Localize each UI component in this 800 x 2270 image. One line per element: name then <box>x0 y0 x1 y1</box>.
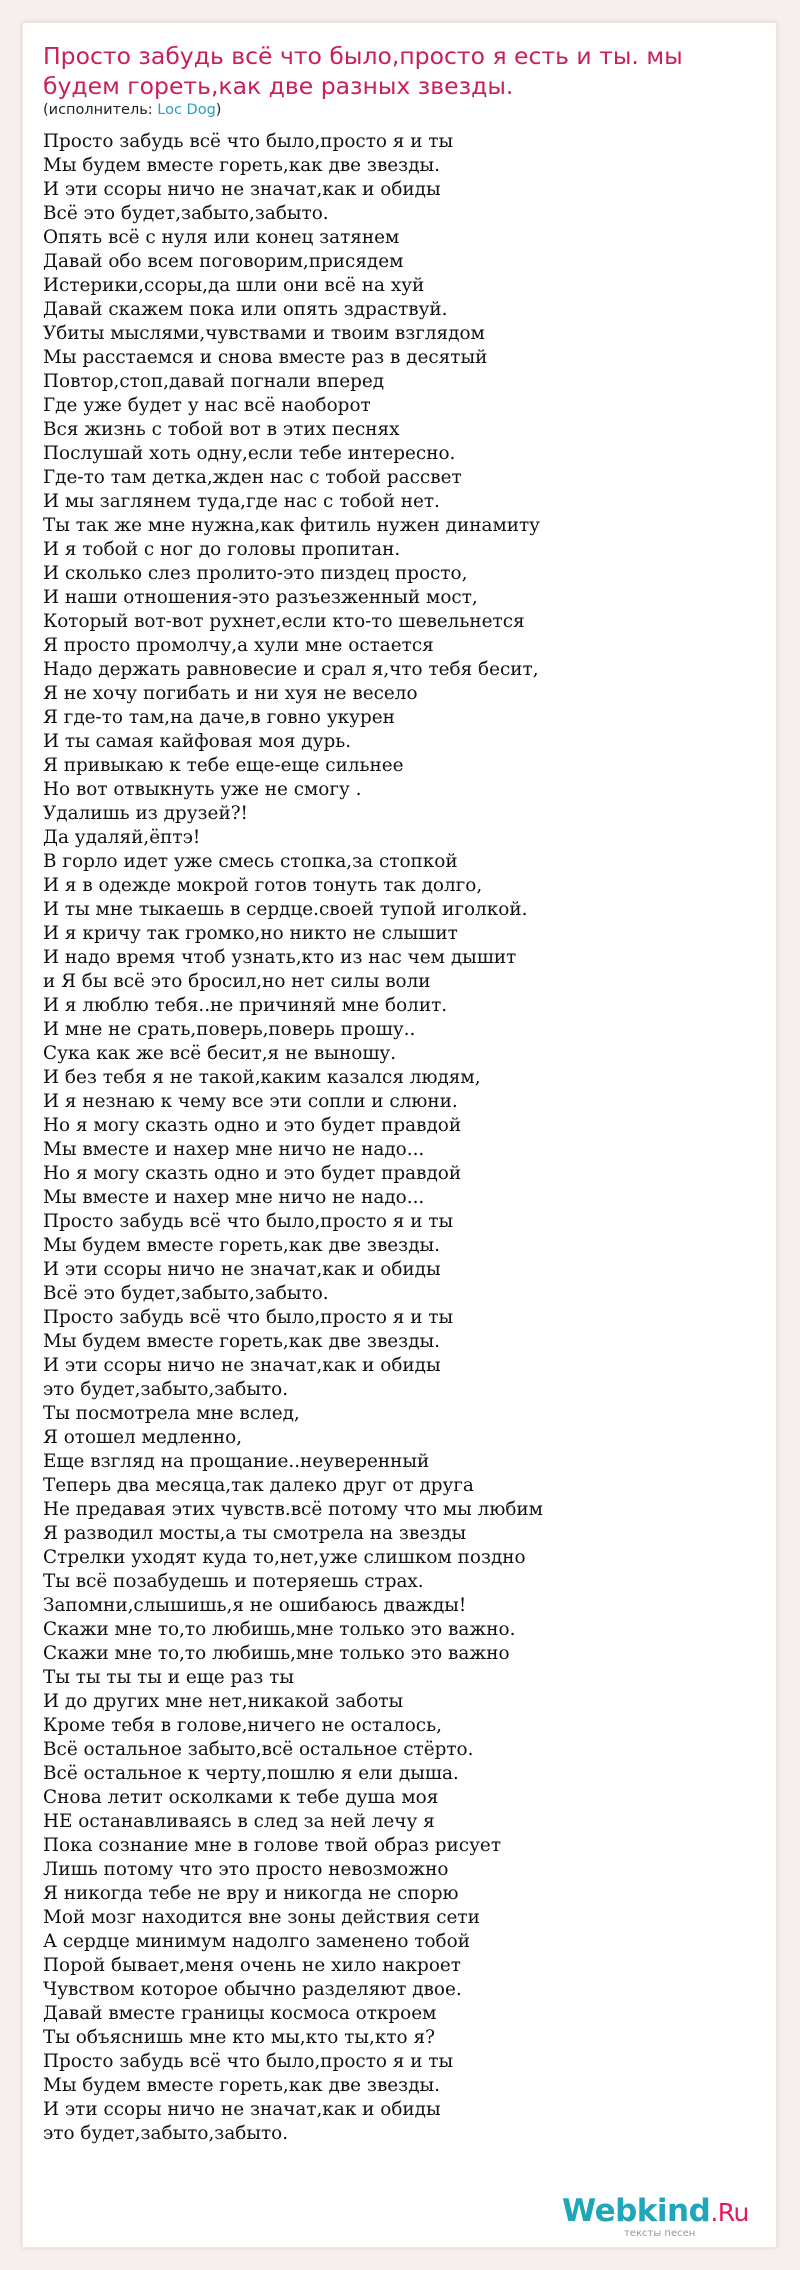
lyric-line: Кроме тебя в голове,ничего не осталось, <box>43 1715 442 1736</box>
lyric-line: Где-то там детка,жден нас с тобой рассвет <box>43 467 462 488</box>
lyric-line: И эти ссоры ничо не значат,как и обиды <box>43 179 441 200</box>
lyric-line: И я незнаю к чему все эти сопли и слюни. <box>43 1091 458 1112</box>
lyric-line: И сколько слез пролито-это пиздец просто, <box>43 563 468 584</box>
lyric-line: Мы будем вместе гореть,как две звезды. <box>43 155 441 176</box>
lyric-line: И до других мне нет,никакой заботы <box>43 1691 404 1712</box>
lyric-line: и Я бы всё это бросил,но нет силы воли <box>43 971 431 992</box>
lyric-line: И без тебя я не такой,каким казался людям, <box>43 1067 481 1088</box>
page-title: Просто забудь всё что было,просто я есть и ты. мы будем гореть,как две разных звезды. <box>43 42 683 100</box>
lyric-line: Не предавая этих чувств.всё потому что мы любим <box>43 1499 543 1520</box>
artist-line <box>43 101 221 119</box>
lyric-line: И я кричу так громко,но никто не слышит <box>43 923 458 944</box>
lyric-line: Сука как же всё бесит,я не выношу. <box>43 1043 397 1064</box>
lyrics-text <box>43 130 743 2146</box>
lyric-line: Порой бывает,меня очень не хило накроет <box>43 1955 461 1976</box>
lyric-line: И надо время чтоб узнать,кто из нас чем дышит <box>43 947 517 968</box>
lyric-line: Удалишь из друзей?! <box>43 803 248 824</box>
lyric-line: И эти ссоры ничо не значат,как и обиды <box>43 1259 441 1280</box>
lyric-line: Пока сознание мне в голове твой образ рисует <box>43 1835 501 1856</box>
lyric-line: это будет,забыто,забыто. <box>43 2123 289 2144</box>
lyric-line: Опять всё с нуля или конец затянем <box>43 227 400 248</box>
lyric-line: Просто забудь всё что было,просто я и ты <box>43 2051 454 2072</box>
lyric-line: Скажи мне то,то любишь,мне только это важно. <box>43 1619 516 1640</box>
lyric-line: Чувством которое обычно разделяют двое. <box>43 1979 462 2000</box>
lyric-line: И я тобой с ног до головы пропитан. <box>43 539 401 560</box>
lyric-line: Ты посмотрела мне вслед, <box>43 1403 300 1424</box>
lyric-line: Мы расстаемся и снова вместе раз в десятый <box>43 347 488 368</box>
lyric-line: Вся жизнь с тобой вот в этих песнях <box>43 419 400 440</box>
logo-tagline: тексты песен <box>624 2228 696 2239</box>
lyric-line: Я разводил мосты,а ты смотрела на звезды <box>43 1523 467 1544</box>
lyric-line: Я просто промолчу,а хули мне остается <box>43 635 434 656</box>
lyric-line: И эти ссоры ничо не значат,как и обиды <box>43 2099 441 2120</box>
lyric-line: Снова летит осколками к тебе душа моя <box>43 1787 439 1808</box>
lyric-line: Послушай хоть одну,если тебе интересно. <box>43 443 456 464</box>
lyric-line: Всё остальное к черту,пошлю я ели дыша. <box>43 1763 459 1784</box>
lyric-line: Всё это будет,забыто,забыто. <box>43 203 329 224</box>
lyric-line: И эти ссоры ничо не значат,как и обиды <box>43 1355 441 1376</box>
lyric-line: В горло идет уже смесь стопка,за стопкой <box>43 851 458 872</box>
lyric-line: Еще взгляд на прощание..неуверенный <box>43 1451 430 1472</box>
lyric-line: Я отошел медленно, <box>43 1427 243 1448</box>
lyric-line: И я в одежде мокрой готов тонуть так долго, <box>43 875 483 896</box>
lyric-line: Ты ты ты ты и еще раз ты <box>43 1667 294 1688</box>
lyric-line: Давай скажем пока или опять здраствуй. <box>43 299 448 320</box>
lyric-line: Я никогда тебе не вру и никогда не спорю <box>43 1883 459 1904</box>
lyric-line: Истерики,ссоры,да шли они всё на хуй <box>43 275 425 296</box>
lyric-line: Мы будем вместе гореть,как две звезды. <box>43 2075 441 2096</box>
lyric-line: Скажи мне то,то любишь,мне только это важно <box>43 1643 510 1664</box>
lyric-line: И наши отношения-это разъезженный мост, <box>43 587 478 608</box>
lyric-line: Мы вместе и нахер мне ничо не надо... <box>43 1187 425 1208</box>
lyric-line: Просто забудь всё что было,просто я и ты <box>43 1211 454 1232</box>
lyric-line: И ты мне тыкаешь в сердце.своей тупой иголкой. <box>43 899 528 920</box>
lyric-line: Давай обо всем поговорим,присядем <box>43 251 404 272</box>
logo-domain: .Ru <box>710 2198 749 2227</box>
lyric-line: Я привыкаю к тебе еще-еще сильнее <box>43 755 404 776</box>
lyric-line: Мой мозг находится вне зоны действия сети <box>43 1907 480 1928</box>
lyric-line: Просто забудь всё что было,просто я и ты <box>43 131 454 152</box>
lyric-line: Ты всё позабудешь и потеряешь страх. <box>43 1571 424 1592</box>
lyric-line: И мы заглянем туда,где нас с тобой нет. <box>43 491 440 512</box>
lyric-line: И ты самая кайфовая моя дурь. <box>43 731 352 752</box>
lyric-line: Но вот отвыкнуть уже не смогу . <box>43 779 362 800</box>
artist-prefix: (исполнитель: <box>43 102 158 118</box>
lyric-line: Я не хочу погибать и ни хуя не весело <box>43 683 418 704</box>
lyric-line: Мы будем вместе гореть,как две звезды. <box>43 1331 441 1352</box>
lyric-line: Который вот-вот рухнет,если кто-то шевельнется <box>43 611 525 632</box>
lyric-line: Где уже будет у нас всё наоборот <box>43 395 371 416</box>
site-logo[interactable] <box>560 2191 760 2247</box>
lyric-line: Лишь потому что это просто невозможно <box>43 1859 449 1880</box>
lyric-line: Но я могу сказть одно и это будет правдой <box>43 1163 462 1184</box>
lyric-line: Стрелки уходят куда то,нет,уже слишком поздно <box>43 1547 526 1568</box>
logo-wordmark <box>562 2191 749 2233</box>
lyric-line: Убиты мыслями,чувствами и твоим взглядом <box>43 323 485 344</box>
artist-suffix: ) <box>215 102 222 118</box>
lyric-line: Я где-то там,на даче,в говно укурен <box>43 707 395 728</box>
lyric-line: Мы будем вместе гореть,как две звезды. <box>43 1235 441 1256</box>
lyric-line: Мы вместе и нахер мне ничо не надо... <box>43 1139 425 1160</box>
lyric-line: Ты объяснишь мне кто мы,кто ты,кто я? <box>43 2027 435 2048</box>
lyric-line: Повтор,стоп,давай погнали вперед <box>43 371 385 392</box>
artist-link[interactable]: Loc Dog <box>157 102 216 118</box>
lyric-line: Надо держать равновесие и срал я,что тебя бесит, <box>43 659 539 680</box>
lyric-line: А сердце минимум надолго заменено тобой <box>43 1931 470 1952</box>
lyric-line: И я люблю тебя..не причиняй мне болит. <box>43 995 448 1016</box>
lyric-line: это будет,забыто,забыто. <box>43 1379 289 1400</box>
lyric-line: Но я могу сказть одно и это будет правдой <box>43 1115 462 1136</box>
content-card <box>22 22 777 2248</box>
lyric-line: Запомни,слышишь,я не ошибаюсь дважды! <box>43 1595 467 1616</box>
lyric-line: Теперь два месяца,так далеко друг от друга <box>43 1475 474 1496</box>
lyric-line: НЕ останавливаясь в след за ней лечу я <box>43 1811 435 1832</box>
logo-brand: Webkind <box>562 2193 711 2229</box>
lyric-line: И мне не срать,поверь,поверь прошу.. <box>43 1019 416 1040</box>
lyric-line: Ты так же мне нужна,как фитиль нужен динамиту <box>43 515 540 536</box>
lyric-line: Всё это будет,забыто,забыто. <box>43 1283 329 1304</box>
lyric-line: Давай вместе границы космоса откроем <box>43 2003 437 2024</box>
lyric-line: Всё остальное забыто,всё остальное стёрто. <box>43 1739 474 1760</box>
lyric-line: Да удаляй,ёптэ! <box>43 827 201 848</box>
lyric-line: Просто забудь всё что было,просто я и ты <box>43 1307 454 1328</box>
